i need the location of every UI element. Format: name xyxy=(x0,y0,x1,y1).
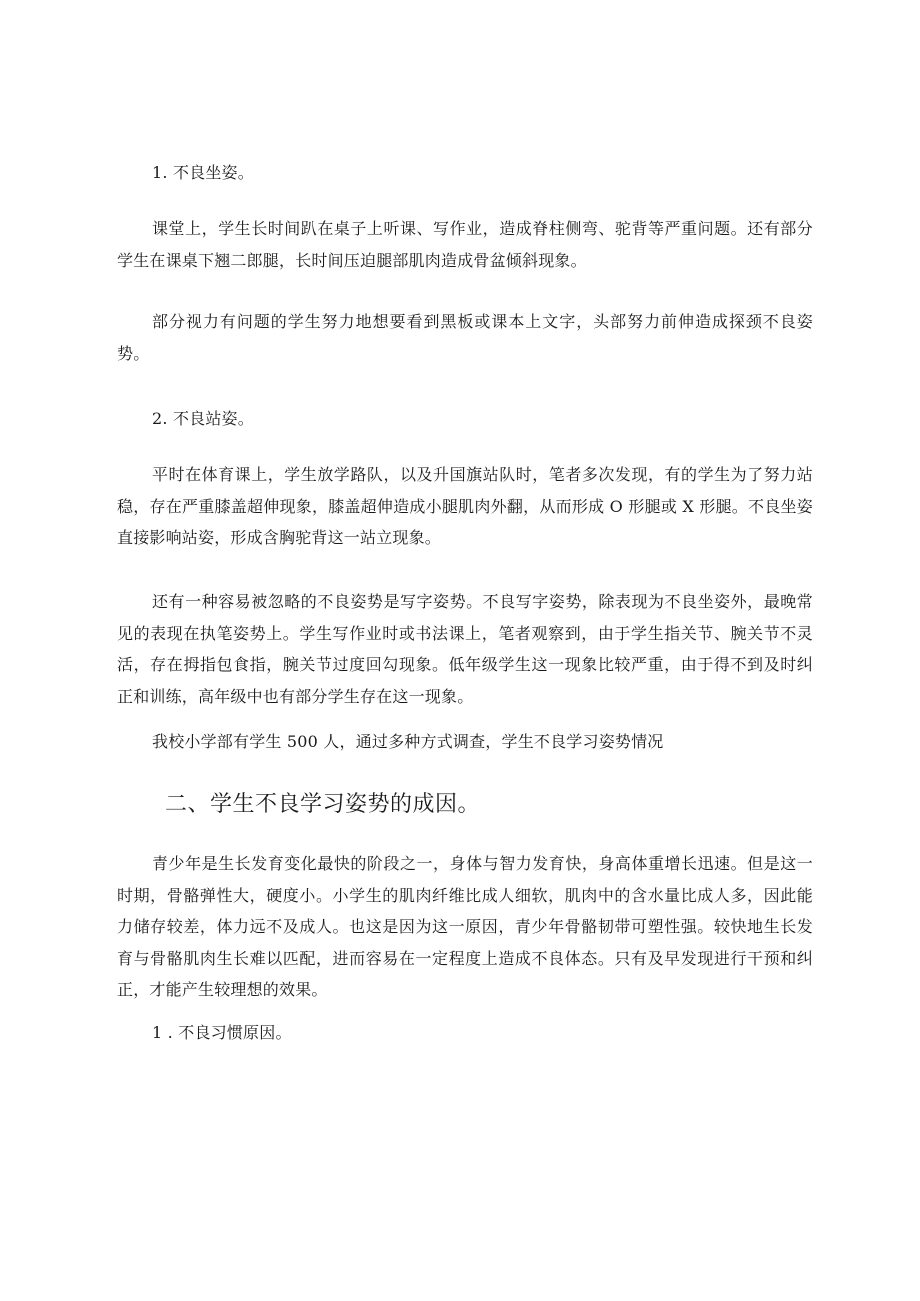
paragraph-adolescence: 青少年是生长发育变化最快的阶段之一，身体与智力发育快，身高体重增长迅速。但是这一时期，骨骼弹性大，硬度小。小学生的肌肉纤维比成人细软，肌肉中的含水量比成人多，因此能力储存较差，体力远不及成人。也这是因为这一原因，青少年骨骼韧带可塑性强。较快地生长发育与骨骼肌肉生长难以匹配，进而容易在一定程度上造成不良体态。只有及早发现进行干预和纠正，才能产生较理想的效果。 xyxy=(117,854,813,999)
paragraph-writing-posture: 还有一种容易被忽略的不良姿势是写字姿势。不良写字姿势，除表现为不良坐姿外，最晚常见的表现在执笔姿势上。学生写作业时或书法课上，笔者观察到，由于学生指关节、腕关节不灵活，存在拇指包食指，腕关节过度回勾现象。低年级学生这一现象比较严重，由于得不到及时纠正和训练，高年级中也有部分学生存在这一现象。 xyxy=(117,592,813,706)
subheading-bad-standing: 2. 不良站姿。 xyxy=(152,409,254,428)
subheading-bad-sitting: 1. 不良坐姿。 xyxy=(152,163,254,182)
paragraph-pe-class: 平时在体育课上，学生放学路队，以及升国旗站队时，笔者多次发现，有的学生为了努力站稳，存在严重膝盖超伸现象，膝盖超伸造成小腿肌肉外翻，从而形成 O 形腿或 X 形腿。不良坐姿直接影响站姿，形成含胸驼背这一站立现象。 xyxy=(117,465,813,547)
paragraph-vision: 部分视力有问题的学生努力地想要看到黑板或课本上文字，头部努力前伸造成探颈不良姿势。 xyxy=(117,312,813,363)
subheading-bad-habits: 1 . 不良习惯原因。 xyxy=(152,1023,292,1042)
section-heading: 二、学生不良学习姿势的成因。 xyxy=(165,792,481,817)
paragraph-classroom: 课堂上，学生长时间趴在桌子上听课、写作业，造成脊柱侧弯、驼背等严重问题。还有部分学生在课桌下翘二郎腿，长时间压迫腿部肌肉造成骨盆倾斜现象。 xyxy=(117,219,813,270)
paragraph-survey: 我校小学部有学生 500 人，通过多种方式调查，学生不良学习姿势情况 xyxy=(152,732,664,751)
